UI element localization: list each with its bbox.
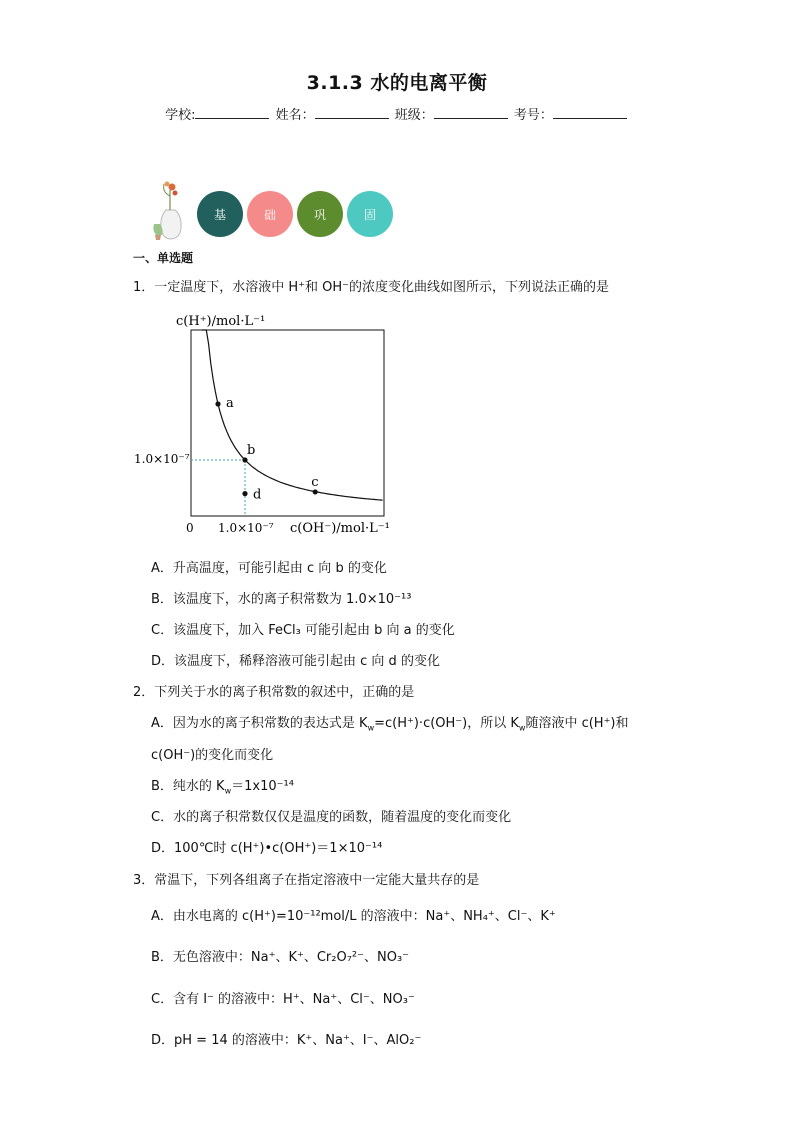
chart-y-tick: 1.0×10⁻⁷: [134, 452, 190, 466]
class-label: 班级：: [394, 108, 434, 123]
chart-point-b: [242, 457, 247, 462]
banner-circle-3: [297, 191, 343, 237]
chart-curve: [202, 330, 383, 500]
chart-point-d: [242, 491, 247, 496]
banner-circle-1: [197, 191, 243, 237]
banner-circle-4: [347, 191, 393, 237]
q2-a-part3: 随溶液中 c(H⁺)和: [525, 716, 629, 731]
name-label: 姓名：: [275, 108, 315, 123]
banner-char-3: 巩: [313, 207, 326, 222]
chart-point-label-a: a: [226, 396, 234, 411]
q3-stem: 3．常温下，下列各组离子在指定溶液中一定能大量共存的是: [133, 873, 480, 888]
banner-char-4: 固: [363, 207, 376, 222]
q2-stem: 2．下列关于水的离子积常数的叙述中，正确的是: [133, 685, 415, 700]
q3-option-d[interactable]: D．pH = 14 的溶液中：K⁺、Na⁺、I⁻、AlO₂⁻: [151, 1033, 422, 1048]
plant-vase-icon: [150, 180, 190, 242]
chart-xlabel: c(OH⁻)/mol·L⁻¹: [290, 521, 390, 536]
chart-point-label-d: d: [253, 487, 262, 503]
chart-ylabel: c(H⁺)/mol·L⁻¹: [176, 314, 266, 329]
student-info-row: [0, 104, 794, 123]
q2-option-a-line2: c(OH⁻)的变化而变化: [151, 748, 274, 763]
section-title: 一、单选题: [133, 251, 194, 265]
q3-option-c[interactable]: C．含有 I⁻ 的溶液中：H⁺、Na⁺、Cl⁻、NO₃⁻: [151, 992, 415, 1007]
chart-origin: 0: [186, 521, 194, 535]
q2-a-sub2: w: [518, 723, 526, 733]
chart-point-c: [313, 489, 318, 494]
q2-b-value: ＝1x10⁻¹⁴: [231, 779, 294, 794]
class-blank[interactable]: [434, 106, 508, 119]
banner-char-2: 础: [263, 207, 276, 222]
q2-a-part2: =c(H⁺)·c(OH⁻)，所以 K: [374, 716, 519, 731]
chart-point-label-b: b: [247, 443, 256, 458]
q1-stem: 1．一定温度下，水溶液中 H⁺和 OH⁻的浓度变化曲线如图所示，下列说法正确的是: [133, 280, 610, 295]
banner-circle-2: [247, 191, 293, 237]
chart-frame: [191, 330, 384, 516]
q2-option-b[interactable]: [151, 775, 294, 794]
q1-chart: [130, 306, 400, 542]
exam-no-label: 考号：: [513, 108, 553, 123]
name-blank[interactable]: [315, 106, 389, 119]
q1-option-c[interactable]: C．该温度下，加入 FeCl₃ 可能引起由 b 向 a 的变化: [151, 623, 455, 638]
banner-char-1: 基: [213, 207, 226, 222]
q1-option-b[interactable]: B．该温度下，水的离子积常数为 1.0×10⁻¹³: [151, 592, 412, 607]
q2-a-part1: A．因为水的离子积常数的表达式是 K: [151, 716, 368, 731]
q3-option-a[interactable]: A．由水电离的 c(H⁺)=10⁻¹²mol/L 的溶液中：Na⁺、NH₄⁺、Cl⁻、K⁺: [151, 909, 556, 924]
chart-point-a: [215, 401, 220, 406]
q2-option-d[interactable]: D．100℃时 c(H⁺)•c(OH⁺)＝1×10⁻¹⁴: [151, 841, 383, 856]
q1-option-d[interactable]: D．该温度下，稀释溶液可能引起由 c 向 d 的变化: [151, 654, 440, 669]
q1-option-a[interactable]: A．升高温度，可能引起由 c 向 b 的变化: [151, 561, 387, 576]
q2-option-c[interactable]: C．水的离子积常数仅仅是温度的函数，随着温度的变化而变化: [151, 810, 512, 825]
q2-option-a[interactable]: [151, 712, 629, 731]
school-blank[interactable]: [195, 106, 269, 119]
q2-b-sub: w: [224, 786, 232, 796]
q3-option-b[interactable]: B．无色溶液中：Na⁺、K⁺、Cr₂O₇²⁻、NO₃⁻: [151, 950, 410, 965]
exam-no-blank[interactable]: [553, 106, 627, 119]
chart-point-label-c: c: [311, 474, 319, 490]
q2-b-text: B．纯水的 K: [151, 779, 225, 794]
chart-x-tick: 1.0×10⁻⁷: [218, 521, 274, 535]
page-title: 3.1.3 水的电离平衡: [306, 72, 488, 94]
school-label: 学校:: [165, 108, 196, 123]
q2-a-sub1: w: [367, 723, 375, 733]
